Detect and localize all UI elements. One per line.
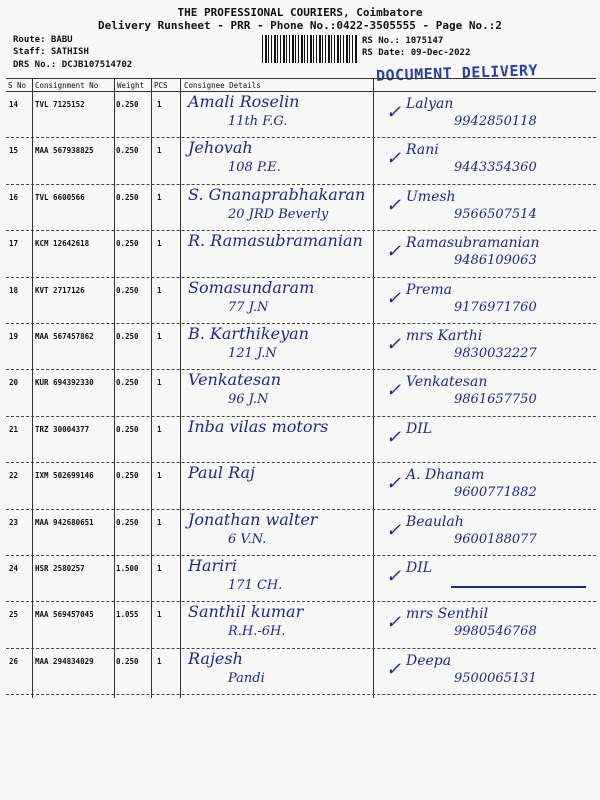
table-row [6,370,596,416]
receiver-phone: 9980546768 [454,624,537,640]
receiver-name: Ramasubramanian [406,235,540,252]
receiver-phone: 9861657750 [454,392,537,408]
signature-mark: ✓ [386,334,402,355]
table-row [6,649,596,695]
consignee-name: Rajesh [188,648,243,668]
scratch-mark [451,586,586,588]
pcs-value: 1 [157,378,162,388]
receiver-name: Beaulah [406,513,464,530]
row-separator [6,694,596,695]
signature-mark: ✓ [386,380,402,402]
signature-mark: ✓ [386,148,402,170]
weight-value: 0.250 [116,656,139,666]
consignee-address: 108 P.E. [228,160,281,176]
receiver-name: DIL [406,420,433,437]
table-row [6,92,596,138]
weight-value: 0.250 [116,332,139,341]
consignment-number: MAA 569457045 [35,610,94,620]
pcs-value: 1 [157,564,162,573]
serial-number: 21 [9,424,19,434]
receiver-name: Umesh [406,188,456,205]
receiver-phone: 9443354360 [454,160,537,176]
weight-value: 0.250 [116,146,139,156]
consignment-number: KCM 12642618 [35,239,90,249]
receiver-phone: 9566507514 [454,206,537,222]
weight-value: 1.500 [116,564,139,573]
serial-number: 20 [9,378,19,388]
rs-number: RS No.: 1075147 [362,36,444,46]
serial-number: 14 [9,100,19,109]
consignment-number: TRZ 30004377 [35,424,90,434]
serial-number: 22 [9,471,19,481]
consignee-name: Hariri [188,556,238,575]
signature-mark: ✓ [386,102,402,123]
receiver-name: Lalyan [406,96,454,112]
pcs-value: 1 [157,517,162,527]
consignee-name: Paul Raj [188,463,256,483]
table-row [6,556,596,602]
weight-value: 0.250 [116,100,139,109]
consignee-name: Venkatesan [188,370,282,390]
table-row [6,231,596,277]
signature-mark: ✓ [386,473,402,495]
table-row [6,510,596,556]
table-row [6,463,596,509]
table-top-rule [6,78,596,79]
document-delivery-stamp: DOCUMENT DELIVERY [375,61,539,85]
drs-number: DRS No.: DCJB107514702 [13,60,133,70]
receiver-name: mrs Karthi [406,328,483,344]
col-header-consignment: Consignment No [35,81,99,90]
receiver-name: Deepa [406,652,452,669]
consignee-name: Somasundaram [188,277,315,297]
barcode [262,35,358,63]
table-row [6,185,596,231]
consignee-name: Jehovah [188,138,253,158]
signature-mark: ✓ [386,426,402,448]
consignee-address: 96 J.N [228,392,269,408]
serial-number: 17 [9,239,19,249]
weight-value: 0.250 [116,285,139,295]
consignment-number: KUR 694392330 [35,378,94,388]
consignee-address: R.H.-6H. [228,624,286,640]
weight-value: 0.250 [116,378,139,388]
pcs-value: 1 [157,471,162,481]
consignee-name: R. Ramasubramanian [188,231,363,251]
runsheet-subtitle: Delivery Runsheet - PRR - Phone No.:0422-3505555 - Page No.:2 [98,19,502,32]
signature-mark: ✓ [386,241,402,263]
pcs-value: 1 [157,424,162,434]
signature-mark: ✓ [386,566,402,587]
pcs-value: 1 [157,285,162,295]
company-title: THE PROFESSIONAL COURIERS, Coimbatore [177,6,423,19]
receiver-phone: 9830032227 [454,346,537,361]
rs-date: RS Date: 09-Dec-2022 [362,48,471,58]
receiver-name: mrs Senthil [406,606,489,623]
serial-number: 25 [9,610,19,620]
consignee-name: Inba vilas motors [188,416,329,436]
pcs-value: 1 [157,239,162,249]
signature-mark: ✓ [386,612,402,634]
serial-number: 18 [9,285,19,295]
pcs-value: 1 [157,332,162,341]
signature-mark: ✓ [386,658,402,680]
receiver-name: Prema [406,281,453,298]
col-header-sno: S No [8,81,27,90]
receiver-name: Venkatesan [406,374,488,391]
serial-number: 15 [9,146,19,156]
weight-value: 0.250 [116,239,139,249]
consignee-name: Santhil kumar [188,602,304,622]
serial-number: 16 [9,192,19,202]
consignee-name: Amali Roselin [188,92,300,111]
pcs-value: 1 [157,146,162,156]
consignment-number: MAA 567457862 [35,332,94,341]
col-header-consignee: Consignee Details [184,81,261,90]
weight-value: 0.250 [116,517,139,527]
signature-mark: ✓ [386,194,402,216]
table-row [6,602,596,648]
consignment-number: MAA 942680651 [35,517,94,527]
signature-mark: ✓ [386,519,402,541]
consignee-name: B. Karthikeyan [188,324,309,343]
receiver-phone: 9500065131 [454,670,537,686]
serial-number: 19 [9,332,19,341]
pcs-value: 1 [157,100,162,109]
table-row [6,324,596,370]
receiver-name: A. Dhanam [406,467,485,484]
table-row [6,138,596,184]
staff-label: Staff: SATHISH [13,47,89,57]
consignment-number: HSR 2580257 [35,564,85,573]
consignee-address: 77 J.N [228,299,269,315]
receiver-phone: 9176971760 [454,299,537,315]
weight-value: 0.250 [116,471,139,481]
receiver-name: DIL [406,560,433,576]
consignee-address: 121 J.N [228,346,277,361]
receiver-phone: 9600188077 [454,531,537,547]
consignee-address: Pandi [228,670,265,686]
serial-number: 24 [9,564,19,573]
consignee-name: S. Gnanaprabhakaran [188,184,366,204]
serial-number: 23 [9,517,19,527]
route-label: Route: BABU [13,35,73,45]
weight-value: 0.250 [116,424,139,434]
table-row [6,278,596,324]
receiver-name: Rani [406,142,439,159]
consignment-number: IXM 502699146 [35,471,94,481]
pcs-value: 1 [157,610,162,620]
consignee-address: 11th F.G. [228,114,288,129]
consignment-number: KVT 2717126 [35,285,85,295]
receiver-phone: 9600771882 [454,485,537,501]
col-header-pcs: PCS [154,81,168,90]
consignee-address: 6 V.N. [228,531,267,547]
receiver-phone: 9942850118 [454,114,537,129]
consignment-number: MAA 294834029 [35,656,94,666]
consignee-name: Jonathan walter [188,509,318,529]
serial-number: 26 [9,656,19,666]
weight-value: 1.055 [116,610,139,620]
col-header-weight: Weight [117,81,145,90]
table-row [6,417,596,463]
consignment-number: TVL 7125152 [35,100,85,109]
signature-mark: ✓ [386,287,402,309]
pcs-value: 1 [157,192,162,202]
consignee-address: 20 JRD Beverly [228,206,329,222]
weight-value: 0.250 [116,192,139,202]
consignment-number: TVL 6600566 [35,192,85,202]
consignment-number: MAA 567938825 [35,146,94,156]
receiver-phone: 9486109063 [454,253,537,269]
pcs-value: 1 [157,656,162,666]
consignee-address: 171 CH. [228,578,283,593]
runsheet-table [6,78,596,698]
